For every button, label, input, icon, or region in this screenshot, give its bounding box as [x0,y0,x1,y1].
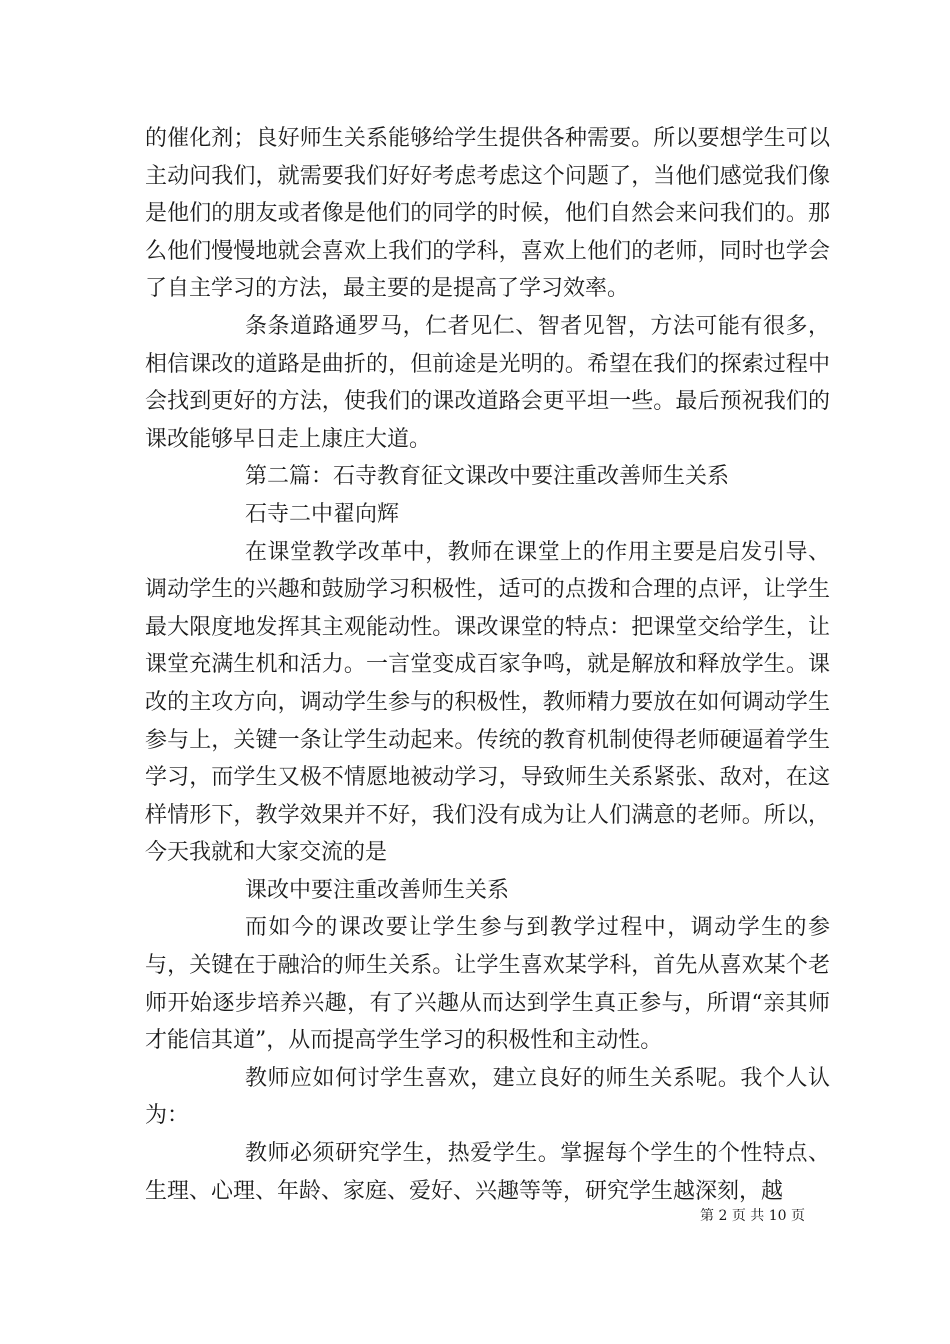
paragraph-1: 的催化剂；良好师生关系能够给学生提供各种需要。所以要想学生可以主动问我们，就需要我们好好考虑考虑这个问题了，当他们感觉我们像是他们的朋友或者像是他们的同学的时候，他们自然会来问我们的。那么他们慢慢地就会喜欢上我们的学科，喜欢上他们的老师，同时也学会了自主学习的方法，最主要的是提高了学习效率。 [145,126,830,302]
paragraph-8: 教师应如何讨学生喜欢，建立良好的师生关系呢。我个人认为： [145,1065,830,1129]
page-number-footer: 第 2 页 共 10 页 [700,1208,805,1224]
author-line: 石寺二中翟向辉 [245,501,400,527]
paragraph-9: 教师必须研究学生，热爱学生。掌握每个学生的个性特点、生理、心理、年龄、家庭、爱好、兴趣等等，研究学生越深刻，越 [145,1141,830,1204]
document-body [145,120,830,1210]
section-title: 第二篇：石寺教育征文课改中要注重改善师生关系 [245,464,730,490]
paragraph-2: 条条道路通罗马，仁者见仁、智者见智，方法可能有很多，相信课改的道路是曲折的，但前途是光明的。希望在我们的探索过程中会找到更好的方法，使我们的课改道路会更平坦一些。最后预祝我们的课改能够早日走上康庄大道。 [145,313,830,452]
subtitle-line: 课改中要注重改善师生关系 [245,877,510,903]
paragraph-5: 在课堂教学改革中，教师在课堂上的作用主要是启发引导、调动学生的兴趣和鼓励学习积极性，适可的点拨和合理的点评，让学生最大限度地发挥其主观能动性。课改课堂的特点：把课堂交给学生，让课堂充满生机和活力。一言堂变成百家争鸣，就是解放和释放学生。课改的主攻方向，调动学生参与的积极性，教师精力要放在如何调动学生参与上，关键一条让学生动起来。传统的教育机制使得老师硬逼着学生学习，而学生又极不情愿地被动学习，导致师生关系紧张、敌对，在这样情形下，教学效果并不好，我们没有成为让人们满意的老师。所以，今天我就和大家交流的是 [145,539,830,866]
paragraph-7: 而如今的课改要让学生参与到教学过程中，调动学生的参与，关键在于融洽的师生关系。让学生喜欢某学科，首先从喜欢某个老师开始逐步培养兴趣，有了兴趣从而达到学生真正参与，所谓“亲其师才能信其道”，从而提高学生学习的积极性和主动性。 [145,915,830,1054]
